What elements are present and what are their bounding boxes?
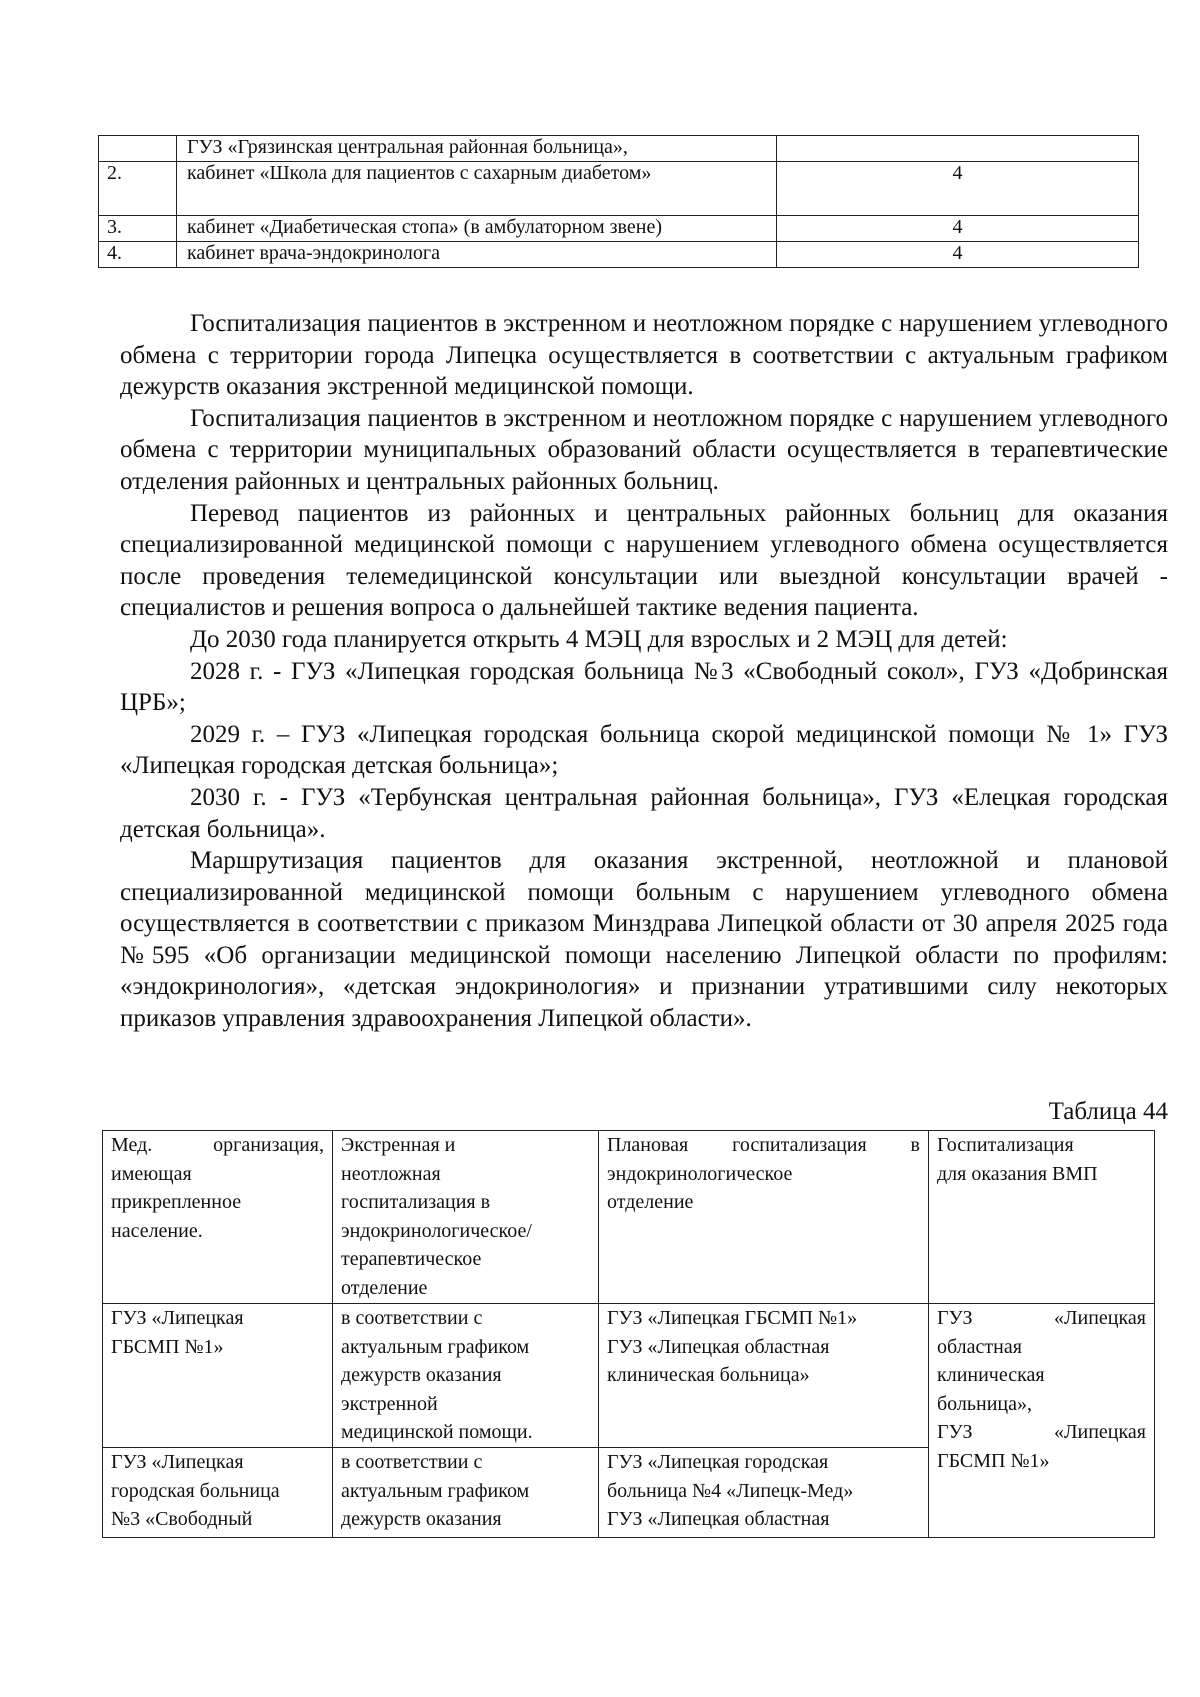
cell-line: ГУЗ «Липецкая областная: [607, 1335, 830, 1358]
cell-line: ГУЗ «Липецкая: [111, 1451, 244, 1473]
table-row: [99, 136, 1139, 162]
row-number: [99, 136, 177, 162]
header-line: прикрепленное: [111, 1191, 242, 1213]
routing-table: [102, 1130, 1155, 1538]
cell-line: ГУЗ «Липецкая городская: [607, 1451, 829, 1473]
header-line: эндокринологическое: [607, 1162, 793, 1185]
header-line: для оказания ВМП: [937, 1162, 1098, 1185]
cell-vmp: [929, 1304, 1155, 1538]
header-line: Госпитализация: [937, 1134, 1074, 1156]
header-line: отделение: [607, 1191, 694, 1213]
cell-line: дежурств оказания: [341, 1364, 502, 1386]
row-value: 4: [777, 216, 1139, 242]
table-row: [99, 216, 1139, 242]
cell-line: больница №4 «Липецк-Мед»: [607, 1479, 854, 1502]
cell-line: экстренной: [341, 1392, 438, 1415]
paragraph: Госпитализация пациентов в экстренном и неотложном порядке с нарушением углеводного обмена с территории города Липецка осуществляется в соответствии с актуальным графиком дежурств оказания экстренной медицинской помощи.: [120, 310, 1168, 401]
row-number: 3.: [99, 216, 177, 242]
cell-line: ГУЗ «Липецкая ГБСМП №1»: [607, 1307, 858, 1329]
cell-planned: [599, 1448, 929, 1538]
cell-line: актуальным графиком: [341, 1479, 530, 1502]
table-row: [99, 162, 1139, 216]
paragraph: 2028 г. - ГУЗ «Липецкая городская больница №3 «Свободный сокол», ГУЗ «Добринская ЦРБ»;: [120, 657, 1168, 717]
row-value: [777, 136, 1139, 162]
cell-line: ГУЗ «Липецкая: [111, 1307, 244, 1329]
row-number: 2.: [99, 162, 177, 216]
paragraph: 2029 г. – ГУЗ «Липецкая городская больница скорой медицинской помощи № 1» ГУЗ «Липецкая городская детская больница»;: [120, 720, 1168, 780]
header-line: отделение: [341, 1276, 428, 1299]
header-org: [103, 1131, 333, 1304]
table-header-row: [103, 1131, 1155, 1304]
header-line: эндокринологическое/: [341, 1219, 532, 1242]
header-line: терапевтическое: [341, 1248, 482, 1270]
cell-line: медицинской помощи.: [341, 1421, 533, 1443]
cell-org: [103, 1448, 333, 1538]
table-row: [103, 1304, 1155, 1448]
paragraph: Перевод пациентов из районных и центральных районных больниц для оказания специализированной медицинской помощи с нарушением углеводного обмена осуществляется после проведения телемедицинской консультации или выездной консультации врачей - специалистов и решения вопроса о дальнейшей тактике ведения пациента.: [120, 499, 1168, 622]
body-text: [120, 308, 1168, 1035]
paragraph: Госпитализация пациентов в экстренном и неотложном порядке с нарушением углеводного обмена с территории муниципальных образований области осуществляется в терапевтические отделения районных и центральных районных больниц.: [120, 404, 1168, 495]
header-line: Мед. организация,: [111, 1134, 324, 1156]
cell-line: ГУЗ «Липецкая: [937, 1421, 1146, 1443]
row-value: 4: [777, 162, 1139, 216]
cell-line: областная: [937, 1335, 1022, 1358]
cell-emergency: [333, 1304, 599, 1448]
cell-line: ГБСМП №1»: [937, 1449, 1050, 1472]
row-value: 4: [777, 242, 1139, 268]
row-name: ГУЗ «Грязинская центральная районная больница»,: [177, 136, 777, 162]
row-number: 4.: [99, 242, 177, 268]
cabinets-table: [98, 135, 1139, 268]
cell-line: клиническая: [937, 1364, 1045, 1386]
cell-line: клиническая больница»: [607, 1364, 810, 1386]
cell-line: дежурств оказания: [341, 1508, 502, 1530]
header-line: население.: [111, 1219, 203, 1242]
header-line: неотложная: [341, 1162, 441, 1185]
header-vmp: [929, 1131, 1155, 1304]
header-emergency: [333, 1131, 599, 1304]
cell-line: №3 «Свободный: [111, 1508, 253, 1530]
paragraph: 2030 г. - ГУЗ «Тербунская центральная районная больница», ГУЗ «Елецкая городская детская больница».: [120, 783, 1168, 843]
cell-emergency: [333, 1448, 599, 1538]
header-line: Плановая госпитализация в: [607, 1134, 920, 1156]
cell-line: в соответствии с: [341, 1451, 483, 1473]
cell-line: ГУЗ «Липецкая областная: [607, 1508, 830, 1530]
table-caption: Таблица 44: [1048, 1098, 1168, 1125]
cell-line: в соответствии с: [341, 1307, 483, 1329]
cell-line: актуальным графиком: [341, 1335, 530, 1358]
header-line: госпитализация в: [341, 1191, 491, 1213]
header-line: имеющая: [111, 1162, 192, 1185]
header-line: Экстренная и: [341, 1134, 456, 1156]
paragraph: Маршрутизация пациентов для оказания экстренной, неотложной и плановой специализированной медицинской помощи больным с нарушением углеводного обмена осуществляется в соответствии с приказом Минздрава Липецкой области от 30 апреля 2025 года №595 «Об организации медицинской помощи населению Липецкой области по профилям: «эндокринология», «детская эндокринология» и признании утратившими силу некоторых приказов управления здравоохранения Липецкой области».: [120, 847, 1168, 1033]
cell-line: ГУЗ «Липецкая: [937, 1307, 1146, 1329]
row-name: кабинет «Диабетическая стопа» (в амбулаторном звене): [177, 216, 777, 242]
cell-line: больница»,: [937, 1392, 1032, 1415]
cell-line: ГБСМП №1»: [111, 1335, 224, 1358]
cell-line: городская больница: [111, 1479, 280, 1502]
cell-planned: [599, 1304, 929, 1448]
row-name: кабинет «Школа для пациентов с сахарным диабетом»: [177, 162, 777, 216]
header-planned: [599, 1131, 929, 1304]
cell-org: [103, 1304, 333, 1448]
paragraph: До 2030 года планируется открыть 4 МЭЦ для взрослых и 2 МЭЦ для детей:: [190, 625, 1008, 653]
row-name: кабинет врача-эндокринолога: [177, 242, 777, 268]
table-row: [99, 242, 1139, 268]
